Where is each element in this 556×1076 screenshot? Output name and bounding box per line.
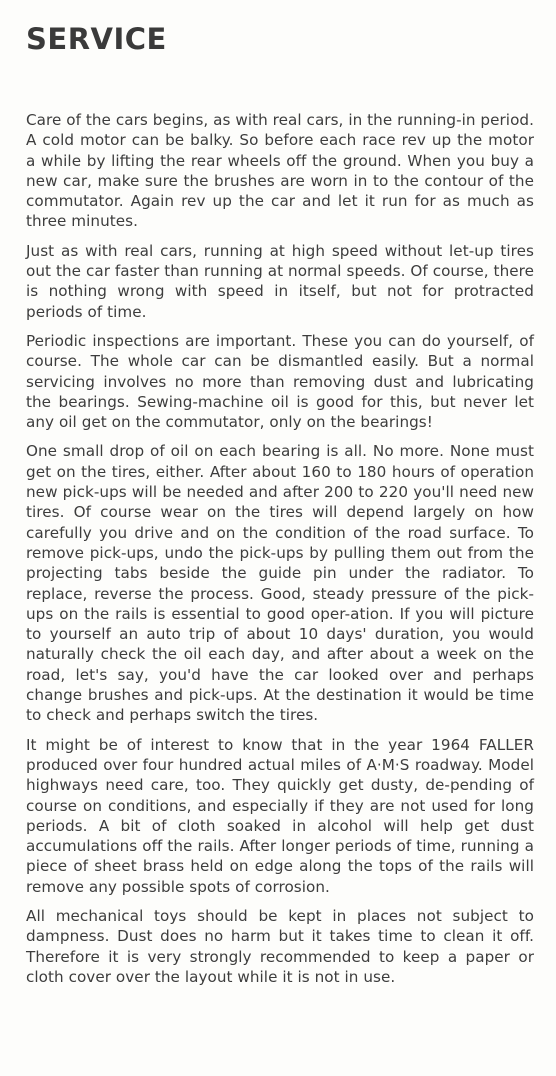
paragraph-running-in: Care of the cars begins, as with real cars, in the running-in period. A cold motor can be balky. So before each race rev up the motor a while by lifting the rear wheels off the ground. When you buy a new car, make sure the brushes are worn in to the contour of the commutator. Again rev up the car and let it run for as much as three minutes. [26,111,534,231]
body-text [26,110,534,987]
paragraph-oil-and-pickups: One small drop of oil on each bearing is all. No more. None must get on the tires, either. After about 160 to 180 hours of operation new pick-ups will be needed and after 200 to 220 you'll need new tires. Of course wear on the tires will depend largely on how carefully you drive and on the condition of the road surface. To remove pick-ups, undo the pick-ups by pulling them out from the projecting tabs beside the guide pin under the radiator. To replace, reverse the process. Good, steady pressure of the pick-ups on the rails is essential to good oper-ation. If you will picture to yourself an auto trip of about 10 days' duration, you would naturally check the oil each day, and after about a week on the road, let's say, you'd have the car looked over and perhaps change brushes and pick-ups. At the destination it would be time to check and perhaps switch the tires. [26,442,534,725]
paragraph-storage: All mechanical toys should be kept in places not subject to dampness. Dust does no harm but it takes time to clean it off. Therefore it is very strongly recommended to keep a paper or cloth cover over the layout while it is not in use. [26,906,534,986]
paragraph-roadway-care: It might be of interest to know that in the year 1964 FALLER produced over four hundred actual miles of A·M·S roadway. Model highways need care, too. They quickly get dusty, de-pending of course on conditions, and especially if they are not used for long periods. A bit of cloth soaked in alcohol will help get dust accumulations off the rails. After longer periods of time, running a piece of sheet brass held on edge along the tops of the rails will remove any possible spots of corrosion. [26,735,534,896]
paragraph-high-speed: Just as with real cars, running at high speed without let-up tires out the car faster than running at normal speeds. Of course, there is nothing wrong with speed in itself, but not for protracted periods of time. [26,241,534,321]
paragraph-inspections: Periodic inspections are important. These you can do yourself, of course. The whole car can be dismantled easily. But a normal servicing involves no more than removing dust and lubricating the bearings. Sewing-machine oil is good for this, but never let any oil get on the commutator, only on the bearings! [26,331,534,432]
page-title: SERVICE [26,22,167,56]
